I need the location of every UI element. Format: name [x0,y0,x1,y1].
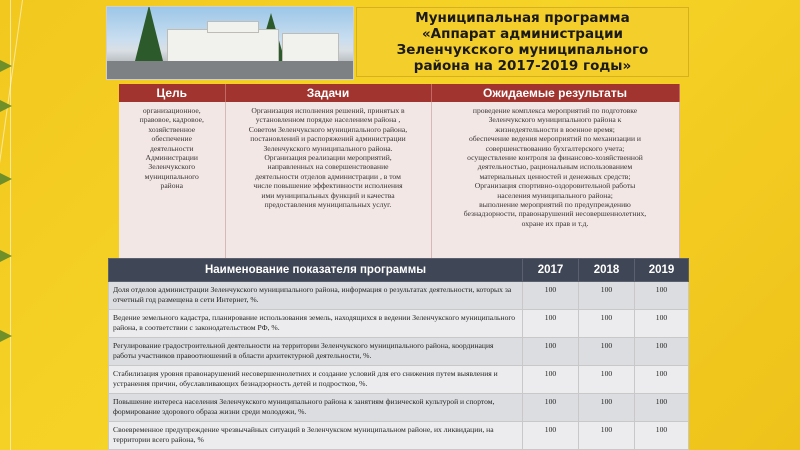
value-2019: 100 [635,422,689,450]
value-2019: 100 [635,338,689,366]
arrow-icon [0,60,12,72]
goal-cell: организационное, правовое, кадровое, хозяйственное обеспечение деятельности Администрации Зеленчукского муниципального района [119,102,225,258]
value-2019: 100 [635,366,689,394]
value-2019: 100 [635,282,689,310]
value-2017: 100 [523,310,579,338]
arrow-icon [0,250,12,262]
year-2019-header: 2019 [635,259,689,282]
value-2017: 100 [523,338,579,366]
year-2017-header: 2017 [523,259,579,282]
value-2017: 100 [523,394,579,422]
value-2018: 100 [579,394,635,422]
table-row [109,338,689,366]
indicator-name: Доля отделов администрации Зеленчукского муниципального района, информация о результатах деятельности, которых за отчетный год размещена в сети Интернет, %. [109,282,523,310]
value-2018: 100 [579,422,635,450]
results-cell: проведение комплекса мероприятий по подготовке Зеленчукского муниципального района к жизнедеятельности в военное время; обеспечение ведения мероприятий по механизации и совершенствованию бухгалтерского учета; осуществление контроля за финансово-хозяйственной деятельностью, рациональным использованием материальных ценностей и денежных средств; Организация спортивно-оздоровительной работы населения муниципального района; выполнение мероприятий по предупреждению безнадзорности, правонарушений несовершеннолетних, охране их прав и т.д. [431,102,679,258]
goal-header: Цель [119,84,225,102]
value-2017: 100 [523,422,579,450]
value-2018: 100 [579,310,635,338]
slide-title-box [356,7,689,77]
indicator-name: Своевременное предупреждение чрезвычайных ситуаций в Зеленчукском муниципальном районе, их ликвидации, на территории всего района, % [109,422,523,450]
table-row [109,394,689,422]
indicators-table [108,258,689,450]
indicator-name: Регулирование градостроительной деятельности на территории Зеленчукского муниципального района, координация работы участников правоотношений в области архитектурной деятельности, %. [109,338,523,366]
arrow-icon [0,173,12,185]
value-2019: 100 [635,310,689,338]
table-row [109,310,689,338]
tasks-cell: Организация исполнения решений, принятых в установленном порядке населением района , Советом Зеленчукского муниципального района, постановлений и распоряжений администрации Зеленчукского муниципального района. Организация реализации мероприятий, направленных на совершенствование деятельности отделов администрации , в том числе повышение эффективности исполнения ими муниципальных функций и качества предоставления муниципальных услуг. [225,102,431,258]
table-row [109,282,689,310]
year-2018-header: 2018 [579,259,635,282]
value-2017: 100 [523,282,579,310]
table-row [109,422,689,450]
arrow-icon [0,330,12,342]
tasks-header: Задачи [225,84,431,102]
results-header: Ожидаемые результаты [431,84,679,102]
value-2018: 100 [579,338,635,366]
goals-table [119,84,680,258]
indicator-name: Стабилизация уровня правонарушений несовершеннолетних и создание условий для его снижения путем выявления и устранения причин, обуславливающих безнадзорность детей и подростков, %. [109,366,523,394]
arrow-icon [0,100,12,112]
value-2019: 100 [635,394,689,422]
building-photo [106,6,354,80]
value-2017: 100 [523,366,579,394]
slide-title: Муниципальная программа «Аппарат администрации Зеленчукского муниципального района на 2017-2019 годы» [396,10,649,74]
indicator-name: Ведение земельного кадастра, планирование использования земель, находящихся в ведении Зеленчукского муниципального района, в соответствии с законодательством РФ, %. [109,310,523,338]
value-2018: 100 [579,282,635,310]
value-2018: 100 [579,366,635,394]
indicator-name: Повышение интереса населения Зеленчукского муниципального района к занятиям физической культурой и спортом, формирование здорового образа жизни среди молодежи, %. [109,394,523,422]
indicator-name-header: Наименование показателя программы [109,259,523,282]
table-row [109,366,689,394]
